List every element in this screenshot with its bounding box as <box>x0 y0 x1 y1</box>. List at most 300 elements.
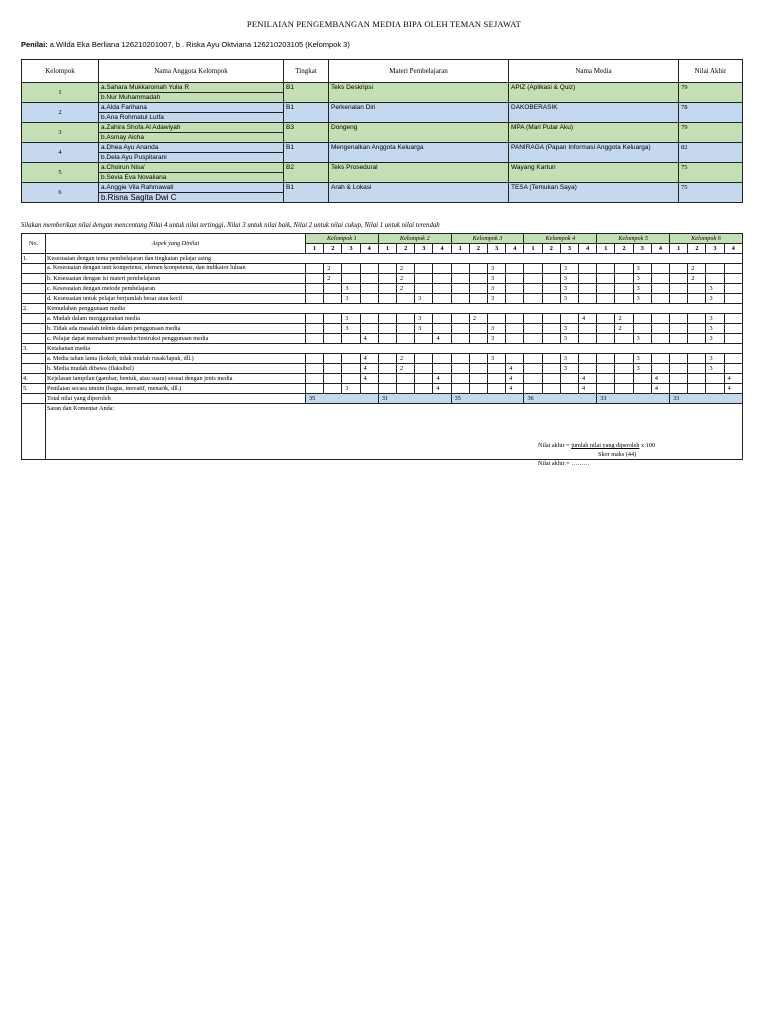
score-cell[interactable] <box>688 364 706 374</box>
score-cell[interactable]: 3 <box>342 324 360 334</box>
score-cell[interactable] <box>469 354 487 364</box>
score-cell[interactable] <box>597 284 615 294</box>
score-cell[interactable]: 3 <box>342 284 360 294</box>
score-cell[interactable] <box>651 314 669 324</box>
score-cell[interactable]: 4 <box>651 384 669 394</box>
saran-field[interactable]: Saran dan Komentar Anda: <box>46 404 743 460</box>
score-cell[interactable] <box>469 294 487 304</box>
score-cell[interactable] <box>724 274 742 284</box>
score-cell[interactable]: 3 <box>488 274 506 284</box>
score-cell[interactable] <box>542 314 560 324</box>
score-cell[interactable] <box>306 284 324 294</box>
score-cell[interactable] <box>597 384 615 394</box>
score-cell[interactable] <box>378 284 396 294</box>
score-cell[interactable]: 2 <box>688 264 706 274</box>
score-cell[interactable] <box>615 284 633 294</box>
score-cell[interactable]: 3 <box>560 354 578 364</box>
score-cell[interactable]: 3 <box>488 324 506 334</box>
score-cell[interactable] <box>724 364 742 374</box>
score-cell[interactable] <box>397 334 415 344</box>
score-cell[interactable]: 4 <box>579 374 597 384</box>
score-cell[interactable] <box>615 294 633 304</box>
score-cell[interactable] <box>378 354 396 364</box>
score-cell[interactable] <box>360 384 378 394</box>
score-cell[interactable] <box>651 284 669 294</box>
score-cell[interactable] <box>524 334 542 344</box>
score-cell[interactable]: 4 <box>579 384 597 394</box>
score-cell[interactable]: 3 <box>415 314 433 324</box>
score-cell[interactable] <box>397 324 415 334</box>
score-cell[interactable]: 4 <box>724 374 742 384</box>
score-cell[interactable] <box>670 294 688 304</box>
score-cell[interactable] <box>433 354 451 364</box>
score-cell[interactable] <box>488 314 506 324</box>
score-cell[interactable] <box>506 284 524 294</box>
score-cell[interactable] <box>524 314 542 324</box>
scale-cell: 4 <box>360 244 378 254</box>
member-b: b.Sevia Eva Novaliana <box>99 173 284 183</box>
score-cell[interactable]: 2 <box>469 314 487 324</box>
score-cell[interactable]: 3 <box>706 364 724 374</box>
score-cell[interactable] <box>651 324 669 334</box>
score-cell[interactable] <box>542 354 560 364</box>
score-cell[interactable] <box>415 274 433 284</box>
aspect-number: 3. <box>22 344 46 354</box>
score-cell[interactable] <box>670 334 688 344</box>
score-cell[interactable]: 3 <box>560 324 578 334</box>
score-cell[interactable] <box>524 294 542 304</box>
group-final-score: 78 <box>679 103 743 123</box>
score-cell[interactable] <box>469 274 487 284</box>
score-cell[interactable]: 2 <box>324 274 342 284</box>
score-cell[interactable] <box>706 274 724 284</box>
score-cell[interactable] <box>579 324 597 334</box>
score-cell[interactable]: 3 <box>706 324 724 334</box>
score-cell[interactable] <box>324 324 342 334</box>
score-cell[interactable]: 2 <box>397 274 415 284</box>
score-cell[interactable]: 3 <box>342 294 360 304</box>
score-cell[interactable] <box>451 334 469 344</box>
score-cell[interactable] <box>651 274 669 284</box>
score-cell[interactable] <box>560 314 578 324</box>
score-cell[interactable]: 4 <box>433 384 451 394</box>
score-cell[interactable] <box>615 264 633 274</box>
score-cell[interactable] <box>306 374 324 384</box>
score-cell[interactable] <box>324 334 342 344</box>
section-row <box>22 344 743 354</box>
aspect-label: b. Tidak ada masalah teknis dalam penggunaan media <box>46 324 306 334</box>
score-cell[interactable] <box>433 274 451 284</box>
score-cell[interactable] <box>378 294 396 304</box>
score-cell[interactable] <box>415 264 433 274</box>
score-cell[interactable] <box>724 334 742 344</box>
group-materi: Teks Deskripsi <box>329 83 509 103</box>
section-row <box>22 304 743 314</box>
score-cell[interactable]: 3 <box>706 334 724 344</box>
score-cell[interactable] <box>306 264 324 274</box>
aspect-row <box>22 374 743 384</box>
score-cell[interactable]: 3 <box>560 264 578 274</box>
score-cell[interactable] <box>342 374 360 384</box>
score-cell[interactable] <box>651 294 669 304</box>
score-cell[interactable] <box>724 324 742 334</box>
score-cell[interactable] <box>451 284 469 294</box>
score-cell[interactable]: 4 <box>433 334 451 344</box>
group-number: 3 <box>22 123 99 143</box>
score-cell[interactable] <box>451 324 469 334</box>
score-cell[interactable] <box>378 324 396 334</box>
score-cell[interactable]: 3 <box>706 314 724 324</box>
score-cell[interactable] <box>688 324 706 334</box>
score-cell[interactable] <box>306 354 324 364</box>
score-cell[interactable] <box>451 264 469 274</box>
score-cell[interactable] <box>415 384 433 394</box>
scale-cell: 2 <box>469 244 487 254</box>
score-cell[interactable] <box>670 264 688 274</box>
score-cell[interactable] <box>542 374 560 384</box>
score-cell[interactable] <box>670 384 688 394</box>
score-cell[interactable] <box>469 284 487 294</box>
member-a: a.Sahara Mukkaromah Yulia R <box>99 83 284 93</box>
score-cell[interactable]: 3 <box>488 294 506 304</box>
score-cell[interactable] <box>670 284 688 294</box>
score-cell[interactable] <box>433 314 451 324</box>
score-cell[interactable] <box>469 324 487 334</box>
score-cell[interactable] <box>378 374 396 384</box>
score-cell[interactable]: 3 <box>342 314 360 324</box>
score-cell[interactable] <box>306 294 324 304</box>
score-cell[interactable] <box>724 354 742 364</box>
score-cell[interactable] <box>469 264 487 274</box>
score-cell[interactable] <box>597 274 615 284</box>
score-cell[interactable] <box>506 264 524 274</box>
score-cell[interactable] <box>615 364 633 374</box>
score-cell[interactable] <box>597 364 615 374</box>
score-cell[interactable]: 2 <box>688 274 706 284</box>
score-cell[interactable] <box>524 284 542 294</box>
score-cell[interactable]: 4 <box>433 374 451 384</box>
score-cell[interactable] <box>324 354 342 364</box>
member-a: a.Alda Farihana <box>99 103 284 113</box>
score-cell[interactable] <box>397 294 415 304</box>
score-cell[interactable]: 3 <box>633 354 651 364</box>
score-cell[interactable]: 3 <box>706 284 724 294</box>
score-cell[interactable] <box>688 384 706 394</box>
score-cell[interactable] <box>579 364 597 374</box>
score-cell[interactable] <box>542 274 560 284</box>
score-cell[interactable] <box>324 364 342 374</box>
score-cell[interactable]: 3 <box>560 334 578 344</box>
member-b: b.Dela Ayu Puspitarani <box>99 153 284 163</box>
group-media: Wayang Kartun <box>509 163 679 183</box>
score-cell[interactable] <box>469 334 487 344</box>
score-cell[interactable] <box>378 384 396 394</box>
score-header-row <box>22 234 743 244</box>
score-cell[interactable] <box>506 274 524 284</box>
score-cell[interactable]: 4 <box>651 374 669 384</box>
score-cell[interactable] <box>342 334 360 344</box>
score-cell[interactable] <box>306 364 324 374</box>
score-cell[interactable] <box>378 274 396 284</box>
score-cell[interactable]: 3 <box>633 364 651 374</box>
score-cell[interactable] <box>633 324 651 334</box>
group-final-score: 79 <box>679 123 743 143</box>
score-cell[interactable] <box>415 334 433 344</box>
score-cell[interactable] <box>415 364 433 374</box>
score-cell[interactable] <box>524 324 542 334</box>
score-cell[interactable]: 2 <box>397 364 415 374</box>
score-cell[interactable]: 2 <box>397 264 415 274</box>
score-cell[interactable] <box>615 354 633 364</box>
score-cell[interactable]: 3 <box>560 274 578 284</box>
score-cell[interactable]: 4 <box>360 334 378 344</box>
score-cell[interactable]: 3 <box>633 334 651 344</box>
score-cell[interactable]: 4 <box>506 364 524 374</box>
score-cell[interactable] <box>360 314 378 324</box>
score-cell[interactable]: 3 <box>488 334 506 344</box>
score-cell[interactable] <box>724 264 742 274</box>
score-cell[interactable]: 3 <box>415 324 433 334</box>
score-cell[interactable] <box>433 364 451 374</box>
score-cell[interactable] <box>724 284 742 294</box>
score-cell[interactable] <box>397 314 415 324</box>
score-cell[interactable] <box>651 264 669 274</box>
score-cell[interactable]: 2 <box>615 324 633 334</box>
group-level: B1 <box>284 183 329 203</box>
score-cell[interactable] <box>324 284 342 294</box>
score-cell[interactable] <box>415 284 433 294</box>
score-cell[interactable] <box>342 354 360 364</box>
score-cell[interactable] <box>378 264 396 274</box>
score-cell[interactable] <box>506 334 524 344</box>
score-cell[interactable] <box>306 274 324 284</box>
score-cell[interactable] <box>469 374 487 384</box>
score-cell[interactable] <box>542 334 560 344</box>
score-cell[interactable] <box>306 334 324 344</box>
score-cell[interactable] <box>579 264 597 274</box>
score-cell[interactable] <box>615 374 633 384</box>
score-cell[interactable] <box>506 314 524 324</box>
score-cell[interactable] <box>724 294 742 304</box>
score-cell[interactable] <box>324 384 342 394</box>
score-cell[interactable] <box>451 314 469 324</box>
score-cell[interactable] <box>688 294 706 304</box>
score-cell[interactable] <box>488 384 506 394</box>
score-cell[interactable]: 3 <box>633 264 651 274</box>
scale-cell: 4 <box>579 244 597 254</box>
score-cell[interactable] <box>451 294 469 304</box>
score-cell[interactable]: 2 <box>397 354 415 364</box>
score-cell[interactable] <box>579 294 597 304</box>
score-cell[interactable] <box>560 384 578 394</box>
scale-cell: 3 <box>488 244 506 254</box>
score-cell[interactable] <box>670 374 688 384</box>
score-cell[interactable] <box>524 264 542 274</box>
score-cell[interactable] <box>324 294 342 304</box>
score-cell[interactable] <box>542 324 560 334</box>
score-cell[interactable]: 4 <box>579 314 597 324</box>
score-cell[interactable] <box>688 354 706 364</box>
score-cell[interactable] <box>506 294 524 304</box>
score-cell[interactable] <box>597 294 615 304</box>
score-cell[interactable]: 2 <box>324 264 342 274</box>
score-cell[interactable] <box>597 324 615 334</box>
score-cell[interactable] <box>651 354 669 364</box>
score-cell[interactable] <box>451 274 469 284</box>
score-cell[interactable] <box>360 264 378 274</box>
score-cell[interactable] <box>397 374 415 384</box>
score-cell[interactable] <box>451 364 469 374</box>
group-table-header <box>22 60 743 83</box>
score-cell[interactable]: 3 <box>488 354 506 364</box>
score-cell[interactable] <box>615 384 633 394</box>
score-cell[interactable] <box>488 374 506 384</box>
score-cell[interactable] <box>633 314 651 324</box>
scale-cell: 1 <box>306 244 324 254</box>
score-cell[interactable] <box>724 314 742 324</box>
score-cell[interactable] <box>433 324 451 334</box>
score-cell[interactable] <box>615 334 633 344</box>
group-materi: Arah & Lokasi <box>329 183 509 203</box>
score-cell[interactable] <box>651 334 669 344</box>
score-cell[interactable] <box>397 384 415 394</box>
score-cell[interactable] <box>360 274 378 284</box>
score-cell[interactable] <box>579 274 597 284</box>
score-cell[interactable] <box>542 264 560 274</box>
aspect-row <box>22 324 743 334</box>
score-cell[interactable] <box>378 314 396 324</box>
score-cell[interactable] <box>306 314 324 324</box>
score-cell[interactable] <box>633 374 651 384</box>
score-cell[interactable] <box>451 354 469 364</box>
scale-cell: 1 <box>597 244 615 254</box>
score-cell[interactable]: 3 <box>342 384 360 394</box>
score-cell[interactable] <box>597 354 615 364</box>
score-cell[interactable] <box>542 294 560 304</box>
score-cell[interactable] <box>633 384 651 394</box>
score-cell[interactable] <box>342 264 360 274</box>
score-cell[interactable] <box>542 384 560 394</box>
header-nilai-akhir: Nilai Akhir <box>679 60 743 83</box>
score-cell[interactable]: 4 <box>506 374 524 384</box>
score-cell[interactable]: 2 <box>397 284 415 294</box>
score-cell[interactable]: 4 <box>360 374 378 384</box>
score-cell[interactable] <box>433 294 451 304</box>
score-cell[interactable] <box>560 374 578 384</box>
group-final-score: 82 <box>679 143 743 163</box>
score-cell[interactable]: 4 <box>724 384 742 394</box>
score-cell[interactable] <box>670 274 688 284</box>
score-cell[interactable] <box>670 364 688 374</box>
score-cell[interactable] <box>469 384 487 394</box>
score-cell[interactable] <box>488 364 506 374</box>
total-value-kelompok-4: 36 <box>524 394 597 404</box>
score-cell[interactable] <box>597 334 615 344</box>
score-cell[interactable]: 2 <box>615 314 633 324</box>
score-cell[interactable] <box>597 374 615 384</box>
score-cell[interactable]: 3 <box>633 284 651 294</box>
score-cell[interactable] <box>378 364 396 374</box>
score-cell[interactable] <box>415 354 433 364</box>
score-cell[interactable] <box>433 284 451 294</box>
score-cell[interactable] <box>324 374 342 384</box>
score-cell[interactable] <box>651 364 669 374</box>
score-cell[interactable] <box>688 314 706 324</box>
score-cell[interactable] <box>688 334 706 344</box>
score-cell[interactable] <box>524 374 542 384</box>
score-cell[interactable] <box>506 354 524 364</box>
score-cell[interactable]: 4 <box>360 364 378 374</box>
score-cell[interactable] <box>579 284 597 294</box>
score-cell[interactable]: 3 <box>560 294 578 304</box>
score-cell[interactable] <box>433 264 451 274</box>
score-cell[interactable] <box>670 324 688 334</box>
score-cell[interactable]: 3 <box>560 364 578 374</box>
score-cell[interactable] <box>579 334 597 344</box>
aspect-label: c. Kesesuaian dengan metode pembelajaran <box>46 284 306 294</box>
score-cell[interactable]: 3 <box>415 294 433 304</box>
score-cell[interactable] <box>670 354 688 364</box>
scale-cell: 2 <box>615 244 633 254</box>
score-cell[interactable] <box>360 294 378 304</box>
score-cell[interactable] <box>597 314 615 324</box>
score-cell[interactable]: 4 <box>506 384 524 394</box>
score-cell[interactable] <box>524 384 542 394</box>
score-cell[interactable] <box>360 324 378 334</box>
score-cell[interactable] <box>542 284 560 294</box>
score-cell[interactable] <box>342 364 360 374</box>
score-cell[interactable]: 3 <box>633 274 651 284</box>
aspect-number: 5. <box>22 384 46 394</box>
score-cell[interactable] <box>597 264 615 274</box>
score-cell[interactable] <box>706 264 724 274</box>
score-cell[interactable] <box>542 364 560 374</box>
score-cell[interactable] <box>451 384 469 394</box>
score-cell[interactable]: 3 <box>560 284 578 294</box>
score-cell[interactable] <box>524 354 542 364</box>
score-cell[interactable] <box>415 374 433 384</box>
score-cell[interactable] <box>469 364 487 374</box>
score-cell[interactable]: 3 <box>706 354 724 364</box>
score-cell[interactable]: 3 <box>633 294 651 304</box>
score-cell[interactable] <box>524 274 542 284</box>
score-cell[interactable] <box>306 324 324 334</box>
score-cell[interactable] <box>615 274 633 284</box>
score-cell[interactable] <box>524 364 542 374</box>
score-cell[interactable] <box>688 374 706 384</box>
score-cell[interactable] <box>360 284 378 294</box>
score-cell[interactable] <box>688 284 706 294</box>
score-cell[interactable] <box>378 334 396 344</box>
score-cell[interactable] <box>342 274 360 284</box>
score-cell[interactable]: 3 <box>706 294 724 304</box>
score-cell[interactable]: 4 <box>360 354 378 364</box>
score-cell[interactable] <box>506 324 524 334</box>
score-cell[interactable] <box>324 314 342 324</box>
score-cell[interactable] <box>670 314 688 324</box>
header-aspek: Aspek yang Dinilai <box>46 234 306 254</box>
score-cell[interactable] <box>579 354 597 364</box>
aspect-number: 2. <box>22 304 46 314</box>
score-cell[interactable] <box>706 374 724 384</box>
formula-line-3: Nilai akhir = ……… <box>538 460 590 467</box>
score-cell[interactable]: 3 <box>488 284 506 294</box>
score-cell[interactable] <box>706 384 724 394</box>
score-cell[interactable] <box>451 374 469 384</box>
score-cell[interactable] <box>306 384 324 394</box>
group-media: APIZ (Aplikasi & Quiz) <box>509 83 679 103</box>
score-cell[interactable]: 3 <box>488 264 506 274</box>
